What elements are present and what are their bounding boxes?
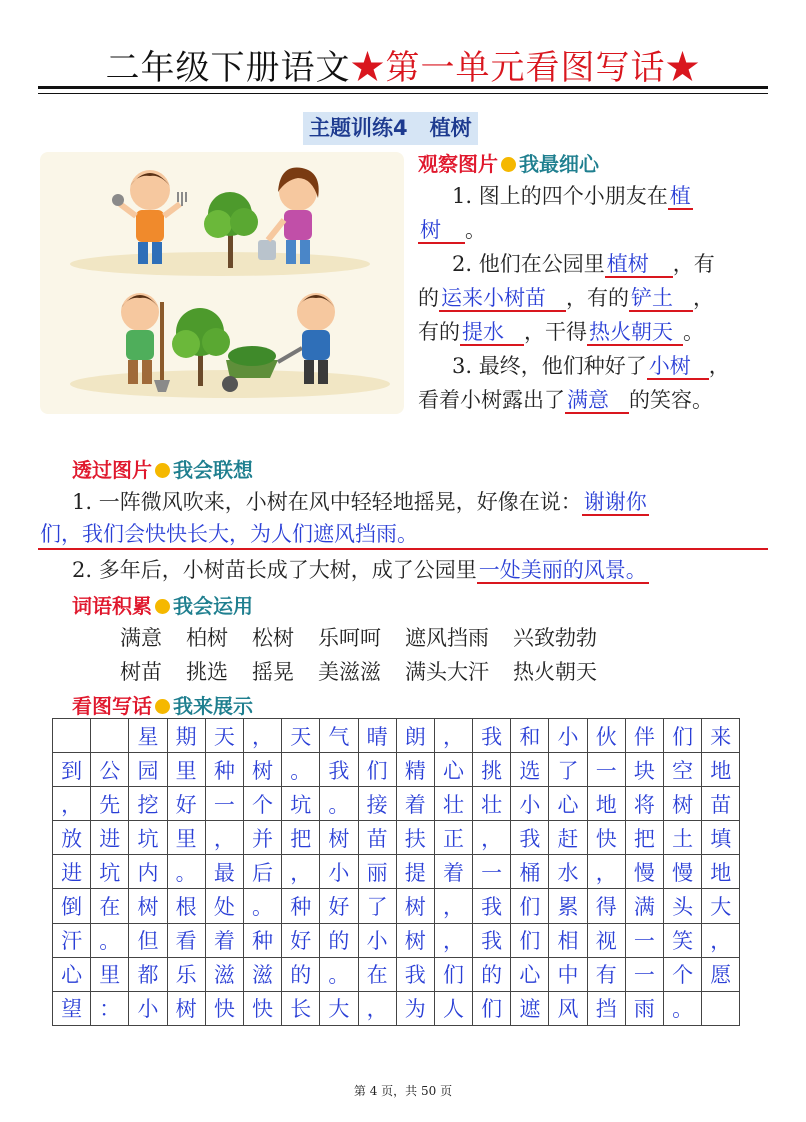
grid-cell: 苗 xyxy=(358,821,396,855)
word-row-2 xyxy=(120,656,621,686)
grid-cell: 土 xyxy=(664,821,702,855)
grid-cell: 小 xyxy=(320,855,358,889)
grid-cell: 个 xyxy=(243,787,281,821)
grid-cell: 把 xyxy=(282,821,320,855)
grid-cell: 先 xyxy=(91,787,129,821)
grid-cell: 都 xyxy=(129,957,167,991)
yellow-dot-icon xyxy=(501,157,516,172)
theme-banner xyxy=(303,112,478,145)
q1-answer-part1: 植 xyxy=(669,184,691,208)
section-writing-heading-green: 我来展示 xyxy=(173,694,253,718)
grid-cell: 赶 xyxy=(549,821,587,855)
word-item: 满头大汗 xyxy=(405,660,489,684)
grid-cell: 。 xyxy=(664,991,702,1025)
grid-cell xyxy=(53,719,91,753)
grid-cell: 我 xyxy=(473,889,511,923)
yellow-dot-icon xyxy=(155,463,170,478)
q3-number: 3. xyxy=(452,354,473,378)
grid-cell: 好 xyxy=(282,923,320,957)
grid-cell: 放 xyxy=(53,821,91,855)
grid-cell: 朗 xyxy=(396,719,434,753)
grid-cell: 天 xyxy=(282,719,320,753)
grid-cell: 一 xyxy=(625,923,663,957)
grid-cell: 天 xyxy=(205,719,243,753)
grid-cell: 园 xyxy=(129,753,167,787)
q2-answer-3: 铲土 xyxy=(629,286,693,312)
q3-text: 最终，他们种好了 xyxy=(478,354,647,378)
imagine-p1-line2 xyxy=(38,518,768,550)
grid-cell: 到 xyxy=(53,753,91,787)
grid-cell: 壮 xyxy=(434,787,472,821)
q3-answer-2: 满意 xyxy=(565,388,629,414)
grid-cell: 一 xyxy=(625,957,663,991)
grid-cell: 的 xyxy=(282,957,320,991)
word-item: 树苗 xyxy=(120,660,162,684)
grid-cell: 填 xyxy=(702,821,740,855)
grid-cell: 望 xyxy=(53,991,91,1025)
grid-cell: 们 xyxy=(473,991,511,1025)
tree-planting-illustration xyxy=(40,152,404,414)
grid-cell: ， xyxy=(53,787,91,821)
grid-cell: 和 xyxy=(511,719,549,753)
grid-cell: 种 xyxy=(282,889,320,923)
grid-row xyxy=(53,855,740,889)
grid-cell: 精 xyxy=(396,753,434,787)
grid-cell: 挑 xyxy=(473,753,511,787)
section-words-heading-red: 词语积累 xyxy=(72,594,152,618)
grid-cell: 一 xyxy=(473,855,511,889)
yellow-dot-icon xyxy=(155,599,170,614)
grid-row xyxy=(53,991,740,1025)
grid-cell: 树 xyxy=(167,991,205,1025)
grid-cell: 汗 xyxy=(53,923,91,957)
grid-cell: 小 xyxy=(549,719,587,753)
word-item: 热火朝天 xyxy=(513,660,597,684)
writing-grid xyxy=(52,718,740,1026)
title-rule-thick xyxy=(38,86,768,89)
grid-cell: 遮 xyxy=(511,991,549,1025)
grid-cell: 坑 xyxy=(282,787,320,821)
grid-cell xyxy=(91,719,129,753)
grid-cell: ， xyxy=(434,889,472,923)
q1-number: 1. xyxy=(452,184,473,208)
grid-cell: ， xyxy=(282,855,320,889)
title-rule-thin xyxy=(38,93,768,94)
grid-cell: 挡 xyxy=(587,991,625,1025)
grid-cell: 地 xyxy=(587,787,625,821)
q2-line1 xyxy=(452,248,715,278)
q3-line2 xyxy=(418,384,713,414)
grid-cell: 们 xyxy=(511,889,549,923)
grid-cell: 头 xyxy=(664,889,702,923)
word-row-1 xyxy=(120,622,621,652)
section-imagine-heading xyxy=(72,454,253,483)
grid-cell: 公 xyxy=(91,753,129,787)
yellow-dot-icon xyxy=(155,699,170,714)
grid-cell: 我 xyxy=(396,957,434,991)
grid-cell: 地 xyxy=(702,855,740,889)
grid-cell: 里 xyxy=(91,957,129,991)
grid-cell: ， xyxy=(434,923,472,957)
q2-answer-2: 运来小树苗 xyxy=(439,286,566,312)
grid-cell: 慢 xyxy=(625,855,663,889)
grid-cell: 大 xyxy=(320,991,358,1025)
q2-number: 2. xyxy=(452,252,473,276)
grid-cell: 树 xyxy=(396,889,434,923)
grid-cell: 了 xyxy=(549,753,587,787)
grid-cell: 。 xyxy=(282,753,320,787)
imagine-p2-number: 2. xyxy=(72,558,93,582)
grid-cell: 将 xyxy=(625,787,663,821)
q1-end: 。 xyxy=(465,218,486,242)
grid-cell: ， xyxy=(702,923,740,957)
grid-cell: 风 xyxy=(549,991,587,1025)
grid-cell: 。 xyxy=(243,889,281,923)
grid-cell: 树 xyxy=(129,889,167,923)
grid-cell: 并 xyxy=(243,821,281,855)
q2-text-6: ，干得 xyxy=(524,320,587,344)
grid-cell: 苗 xyxy=(702,787,740,821)
grid-cell: 种 xyxy=(205,753,243,787)
grid-cell: 丽 xyxy=(358,855,396,889)
q2-line3 xyxy=(418,316,704,346)
word-item: 松树 xyxy=(252,626,294,650)
grid-cell: 正 xyxy=(434,821,472,855)
grid-cell: ， xyxy=(473,821,511,855)
grid-cell: 最 xyxy=(205,855,243,889)
grid-cell: 在 xyxy=(91,889,129,923)
grid-cell: 好 xyxy=(320,889,358,923)
grid-cell: 接 xyxy=(358,787,396,821)
q2-text-5: 有的 xyxy=(418,320,460,344)
grid-cell: 树 xyxy=(243,753,281,787)
q1-answer-part2: 树 xyxy=(418,218,465,244)
q2-text-7: 。 xyxy=(683,320,704,344)
grid-cell: 小 xyxy=(129,991,167,1025)
imagine-p1-number: 1. xyxy=(72,490,93,514)
section-writing-heading xyxy=(72,690,253,719)
grid-cell: 雨 xyxy=(625,991,663,1025)
word-item: 乐呵呵 xyxy=(318,626,381,650)
q3-line1 xyxy=(452,350,730,380)
grid-cell: 壮 xyxy=(473,787,511,821)
q1-text: 图上的四个小朋友在 xyxy=(478,184,668,208)
grid-cell: 着 xyxy=(396,787,434,821)
imagine-p2-line xyxy=(72,554,649,584)
grid-cell: 处 xyxy=(205,889,243,923)
q2-text: 他们在公园里 xyxy=(478,252,605,276)
boy-with-shovel-figure xyxy=(121,293,170,392)
grid-row xyxy=(53,719,740,753)
grid-cell: 心 xyxy=(549,787,587,821)
grid-cell: 坑 xyxy=(91,855,129,889)
grid-cell: 个 xyxy=(664,957,702,991)
grid-cell: 着 xyxy=(205,923,243,957)
q3-text-3: 的笑容。 xyxy=(629,388,713,412)
girl-with-bucket-figure xyxy=(258,168,319,265)
grid-cell: 小 xyxy=(358,923,396,957)
grid-cell: 晴 xyxy=(358,719,396,753)
grid-cell: 气 xyxy=(320,719,358,753)
grid-cell: 选 xyxy=(511,753,549,787)
grid-cell: ， xyxy=(358,991,396,1025)
q3-answer-1: 小树 xyxy=(647,354,709,380)
grid-cell: 我 xyxy=(320,753,358,787)
grid-cell: 里 xyxy=(167,753,205,787)
imagine-p2-text: 多年后，小树苗长成了大树，成了公园里 xyxy=(98,558,477,582)
grid-cell: 水 xyxy=(549,855,587,889)
grid-cell: 桶 xyxy=(511,855,549,889)
grid-cell: 滋 xyxy=(243,957,281,991)
grid-cell: ， xyxy=(243,719,281,753)
grid-cell: 快 xyxy=(587,821,625,855)
section-imagine-heading-red: 透过图片 xyxy=(72,458,152,482)
grid-cell: 倒 xyxy=(53,889,91,923)
grid-cell: ： xyxy=(91,991,129,1025)
q1-line2 xyxy=(418,214,486,244)
q3-text-2: 看着小树露出了 xyxy=(418,388,565,412)
grid-cell: ， xyxy=(587,855,625,889)
imagine-p1-text: 一阵微风吹来，小树在风中轻轻地摇晃，好像在说： xyxy=(98,490,582,514)
word-item: 挑选 xyxy=(186,660,228,684)
grid-cell: 。 xyxy=(167,855,205,889)
grid-row xyxy=(53,957,740,991)
word-item: 美滋滋 xyxy=(318,660,381,684)
grid-cell: 把 xyxy=(625,821,663,855)
grid-cell: 坑 xyxy=(129,821,167,855)
grid-cell: 满 xyxy=(625,889,663,923)
grid-cell: 好 xyxy=(167,787,205,821)
grid-cell: 相 xyxy=(549,923,587,957)
grid-cell: 们 xyxy=(434,957,472,991)
q2-text-2: 的 xyxy=(418,286,439,310)
grid-cell: 们 xyxy=(511,923,549,957)
grid-cell: 着 xyxy=(434,855,472,889)
q2-answer-5: 热火朝天 xyxy=(587,320,683,346)
grid-cell: 伙 xyxy=(587,719,625,753)
grid-cell: 伴 xyxy=(625,719,663,753)
grid-cell: 有 xyxy=(587,957,625,991)
section-words-heading xyxy=(72,590,253,619)
q2-answer-1: 植树 xyxy=(605,252,673,278)
imagine-p1-answer-part1: 谢谢你 xyxy=(583,490,647,514)
theme-label: 主题训练4 xyxy=(309,116,408,140)
grid-cell: 为 xyxy=(396,991,434,1025)
grid-cell: 内 xyxy=(129,855,167,889)
grid-cell: 在 xyxy=(358,957,396,991)
grid-cell: 快 xyxy=(205,991,243,1025)
section-words-heading-green: 我会运用 xyxy=(173,594,253,618)
grid-cell: 我 xyxy=(511,821,549,855)
word-item: 兴致勃勃 xyxy=(513,626,597,650)
boy-with-tools-figure xyxy=(112,170,186,264)
grid-cell: 视 xyxy=(587,923,625,957)
q2-text-4: ， xyxy=(693,286,714,310)
grid-cell: 的 xyxy=(473,957,511,991)
q2-line2 xyxy=(418,282,714,312)
grid-cell: 块 xyxy=(625,753,663,787)
grid-cell: 进 xyxy=(53,855,91,889)
grid-cell: 我 xyxy=(473,719,511,753)
grid-cell: 种 xyxy=(243,923,281,957)
grid-cell: 一 xyxy=(587,753,625,787)
grid-row xyxy=(53,889,740,923)
page-title xyxy=(0,40,806,89)
grid-cell: 星 xyxy=(129,719,167,753)
grid-cell: 大 xyxy=(702,889,740,923)
grid-cell: 笑 xyxy=(664,923,702,957)
word-item: 遮风挡雨 xyxy=(405,626,489,650)
grid-row xyxy=(53,923,740,957)
theme-topic: 植树 xyxy=(429,116,472,140)
grid-cell: 里 xyxy=(167,821,205,855)
imagine-p1-line1 xyxy=(72,486,649,516)
grid-cell: 愿 xyxy=(702,957,740,991)
grid-cell: 滋 xyxy=(205,957,243,991)
page-footer: 第 4 页，共 50 页 xyxy=(353,1084,453,1098)
grid-cell: ， xyxy=(434,719,472,753)
grid-row xyxy=(53,821,740,855)
grid-cell: 。 xyxy=(320,957,358,991)
grid-cell: 人 xyxy=(434,991,472,1025)
grid-cell: 来 xyxy=(702,719,740,753)
grid-cell: 心 xyxy=(53,957,91,991)
grid-cell: 地 xyxy=(702,753,740,787)
grid-cell: 。 xyxy=(320,787,358,821)
grid-cell: 们 xyxy=(664,719,702,753)
q3-text-1: ， xyxy=(708,354,730,378)
grid-cell: 挖 xyxy=(129,787,167,821)
grid-cell: 看 xyxy=(167,923,205,957)
q2-text-1: ，有 xyxy=(672,252,715,276)
grid-cell: 小 xyxy=(511,787,549,821)
grid-cell: 空 xyxy=(664,753,702,787)
grid-cell: 提 xyxy=(396,855,434,889)
grid-cell: ， xyxy=(205,821,243,855)
section-observe-heading-red: 观察图片 xyxy=(418,152,498,176)
section-observe-heading-green: 我最细心 xyxy=(519,152,599,176)
grid-cell: 快 xyxy=(243,991,281,1025)
page-title-unit: ★第一单元看图写话★ xyxy=(350,48,701,88)
grid-cell: 我 xyxy=(473,923,511,957)
grid-cell: 长 xyxy=(282,991,320,1025)
grid-cell: 进 xyxy=(91,821,129,855)
grid-cell: 但 xyxy=(129,923,167,957)
grid-row xyxy=(53,753,740,787)
grid-cell: 期 xyxy=(167,719,205,753)
grid-cell: 。 xyxy=(91,923,129,957)
grid-cell: 后 xyxy=(243,855,281,889)
grid-cell: 树 xyxy=(664,787,702,821)
grid-cell: 树 xyxy=(320,821,358,855)
imagine-p1-answer-part2: 们，我们会快快长大，为人们遮风挡雨。 xyxy=(38,518,768,550)
grid-cell: 了 xyxy=(358,889,396,923)
grid-cell: 心 xyxy=(434,753,472,787)
grid-cell: 得 xyxy=(587,889,625,923)
grid-row xyxy=(53,787,740,821)
imagine-p2-answer: 一处美丽的风景。 xyxy=(478,558,647,582)
illustration-svg xyxy=(40,152,404,414)
q2-answer-4: 提水 xyxy=(460,320,524,346)
grid-cell: 慢 xyxy=(664,855,702,889)
section-writing-heading-red: 看图写话 xyxy=(72,694,152,718)
q1-line1 xyxy=(452,180,693,210)
page-title-grade: 二年级下册语文 xyxy=(105,48,351,88)
grid-cell: 一 xyxy=(205,787,243,821)
grid-cell: 心 xyxy=(511,957,549,991)
grid-cell: 们 xyxy=(358,753,396,787)
grid-cell xyxy=(702,991,740,1025)
section-observe-heading xyxy=(418,148,599,177)
grid-cell: 根 xyxy=(167,889,205,923)
grid-cell: 的 xyxy=(320,923,358,957)
section-imagine-heading-green: 我会联想 xyxy=(173,458,253,482)
word-item: 摇晃 xyxy=(252,660,294,684)
grid-cell: 累 xyxy=(549,889,587,923)
grid-cell: 扶 xyxy=(396,821,434,855)
word-item: 满意 xyxy=(120,626,162,650)
q2-text-3: ，有的 xyxy=(566,286,629,310)
grid-cell: 中 xyxy=(549,957,587,991)
grid-cell: 乐 xyxy=(167,957,205,991)
word-item: 柏树 xyxy=(186,626,228,650)
grid-cell: 树 xyxy=(396,923,434,957)
